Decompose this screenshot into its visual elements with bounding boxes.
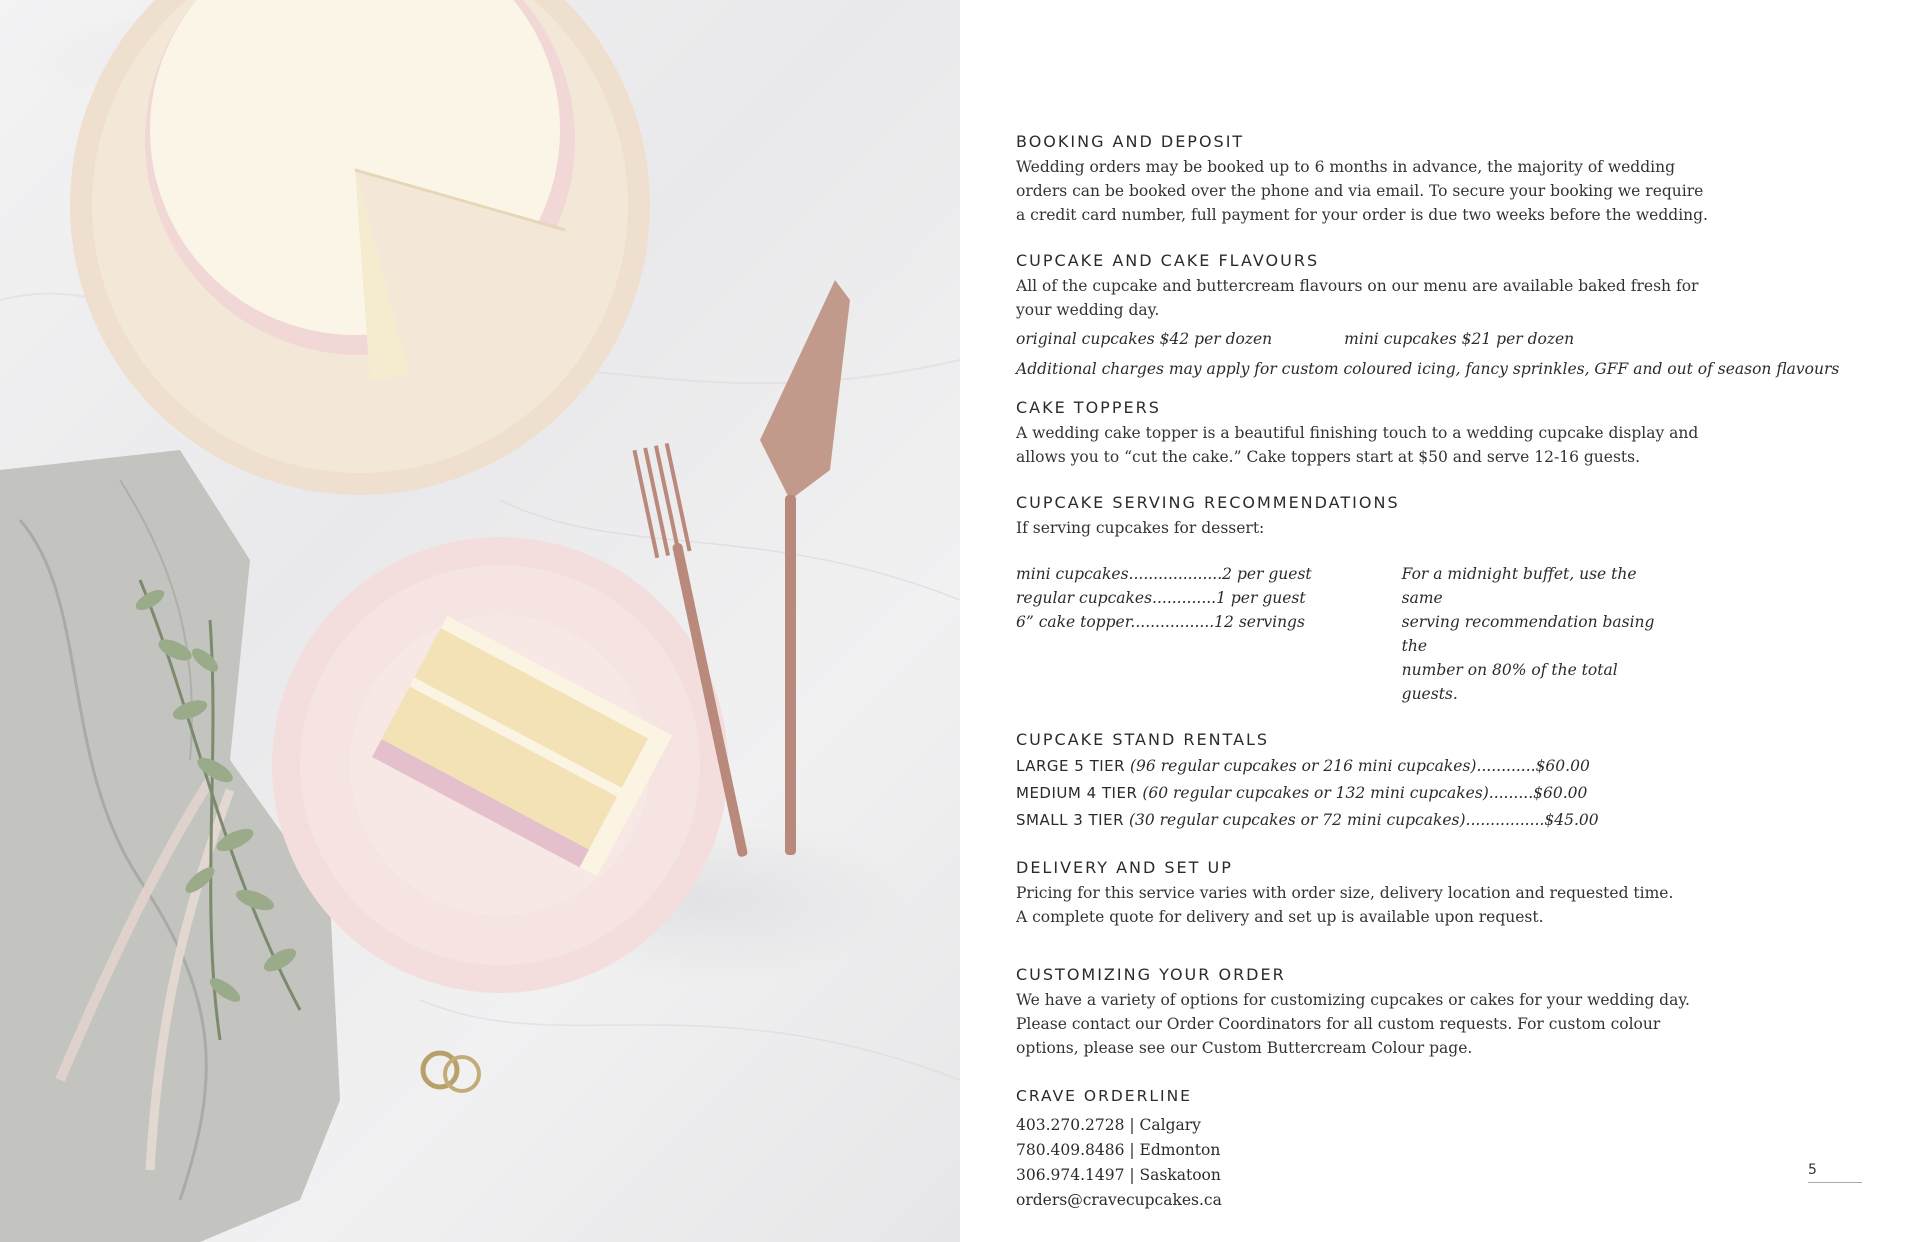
body-line: options, please see our Custom Buttercream Colour page. <box>1016 1039 1473 1057</box>
section-heading: CAKE TOPPERS <box>1016 398 1161 417</box>
delivery-section <box>1016 858 1896 929</box>
stands-section <box>1016 730 1896 834</box>
body-line: A complete quote for delivery and set up is available upon request. <box>1016 908 1544 926</box>
stand-name: SMALL 3 TIER <box>1016 811 1125 829</box>
body-line: allows you to “cut the cake.” Cake toppers start at $50 and serve 12-16 guests. <box>1016 448 1641 466</box>
page-number: 5 <box>1808 1162 1862 1183</box>
stand-detail: (60 regular cupcakes or 132 mini cupcakes).........$60.00 <box>1142 784 1588 802</box>
stand-detail: (30 regular cupcakes or 72 mini cupcakes)................$45.00 <box>1128 811 1599 829</box>
stand-name: MEDIUM 4 TIER <box>1016 784 1138 802</box>
booking-section <box>1016 132 1896 227</box>
price-original: original cupcakes $42 per dozen <box>1016 330 1273 348</box>
serving-intro: If serving cupcakes for dessert: <box>1016 519 1265 537</box>
body-line: your wedding day. <box>1016 301 1160 319</box>
serving-item: regular cupcakes.............1 per guest <box>1016 589 1306 607</box>
phone-edmonton[interactable]: 780.409.8486 | Edmonton <box>1016 1141 1221 1159</box>
note-line: For a midnight buffet, use the same <box>1401 565 1637 607</box>
body-line: All of the cupcake and buttercream flavours on our menu are available baked fresh for <box>1016 277 1699 295</box>
phone-saskatoon[interactable]: 306.974.1497 | Saskatoon <box>1016 1166 1221 1184</box>
section-heading: CUPCAKE AND CAKE FLAVOURS <box>1016 251 1320 270</box>
phone-calgary[interactable]: 403.270.2728 | Calgary <box>1016 1116 1201 1134</box>
body-line: orders can be booked over the phone and via email. To secure your booking we require <box>1016 182 1704 200</box>
serving-list <box>1016 562 1312 706</box>
section-heading: CUPCAKE STAND RENTALS <box>1016 730 1270 749</box>
serving-section <box>1016 493 1896 706</box>
price-mini: mini cupcakes $21 per dozen <box>1344 330 1575 348</box>
body-line: Wedding orders may be booked up to 6 months in advance, the majority of wedding <box>1016 158 1675 176</box>
cupcake-prices <box>1016 330 1896 348</box>
stand-item <box>1016 807 1896 834</box>
section-heading: DELIVERY AND SET UP <box>1016 858 1233 877</box>
stand-name: LARGE 5 TIER <box>1016 757 1126 775</box>
toppers-section <box>1016 398 1896 469</box>
stand-item <box>1016 780 1896 807</box>
body-line: We have a variety of options for customizing cupcakes or cakes for your wedding day. <box>1016 991 1690 1009</box>
info-column <box>1016 132 1896 1237</box>
stand-item <box>1016 753 1896 780</box>
note-line: number on 80% of the total guests. <box>1401 661 1618 703</box>
serving-table <box>1016 562 1896 706</box>
email-link[interactable]: orders@cravecupcakes.ca <box>1016 1191 1222 1209</box>
flavours-section <box>1016 251 1896 378</box>
note-line: serving recommendation basing the <box>1401 613 1655 655</box>
midnight-buffet-note <box>1402 562 1672 706</box>
section-heading: BOOKING AND DEPOSIT <box>1016 132 1245 151</box>
body-line: A wedding cake topper is a beautiful finishing touch to a wedding cupcake display and <box>1016 424 1699 442</box>
body-line: Please contact our Order Coordinators for all custom requests. For custom colour <box>1016 1015 1661 1033</box>
customizing-section <box>1016 965 1896 1060</box>
serving-item: mini cupcakes...................2 per guest <box>1016 565 1312 583</box>
section-heading: CRAVE ORDERLINE <box>1016 1087 1192 1105</box>
body-line: a credit card number, full payment for your order is due two weeks before the wedding. <box>1016 206 1708 224</box>
section-heading: CUPCAKE SERVING RECOMMENDATIONS <box>1016 493 1400 512</box>
stand-detail: (96 regular cupcakes or 216 mini cupcakes)............$60.00 <box>1130 757 1590 775</box>
flavour-note: Additional charges may apply for custom coloured icing, fancy sprinkles, GFF and out of season flavours <box>1016 360 1840 378</box>
serving-item: 6” cake topper.................12 servings <box>1016 613 1305 631</box>
orderline-section <box>1016 1084 1896 1213</box>
section-heading: CUSTOMIZING YOUR ORDER <box>1016 965 1286 984</box>
body-line: Pricing for this service varies with order size, delivery location and requested time. <box>1016 884 1674 902</box>
